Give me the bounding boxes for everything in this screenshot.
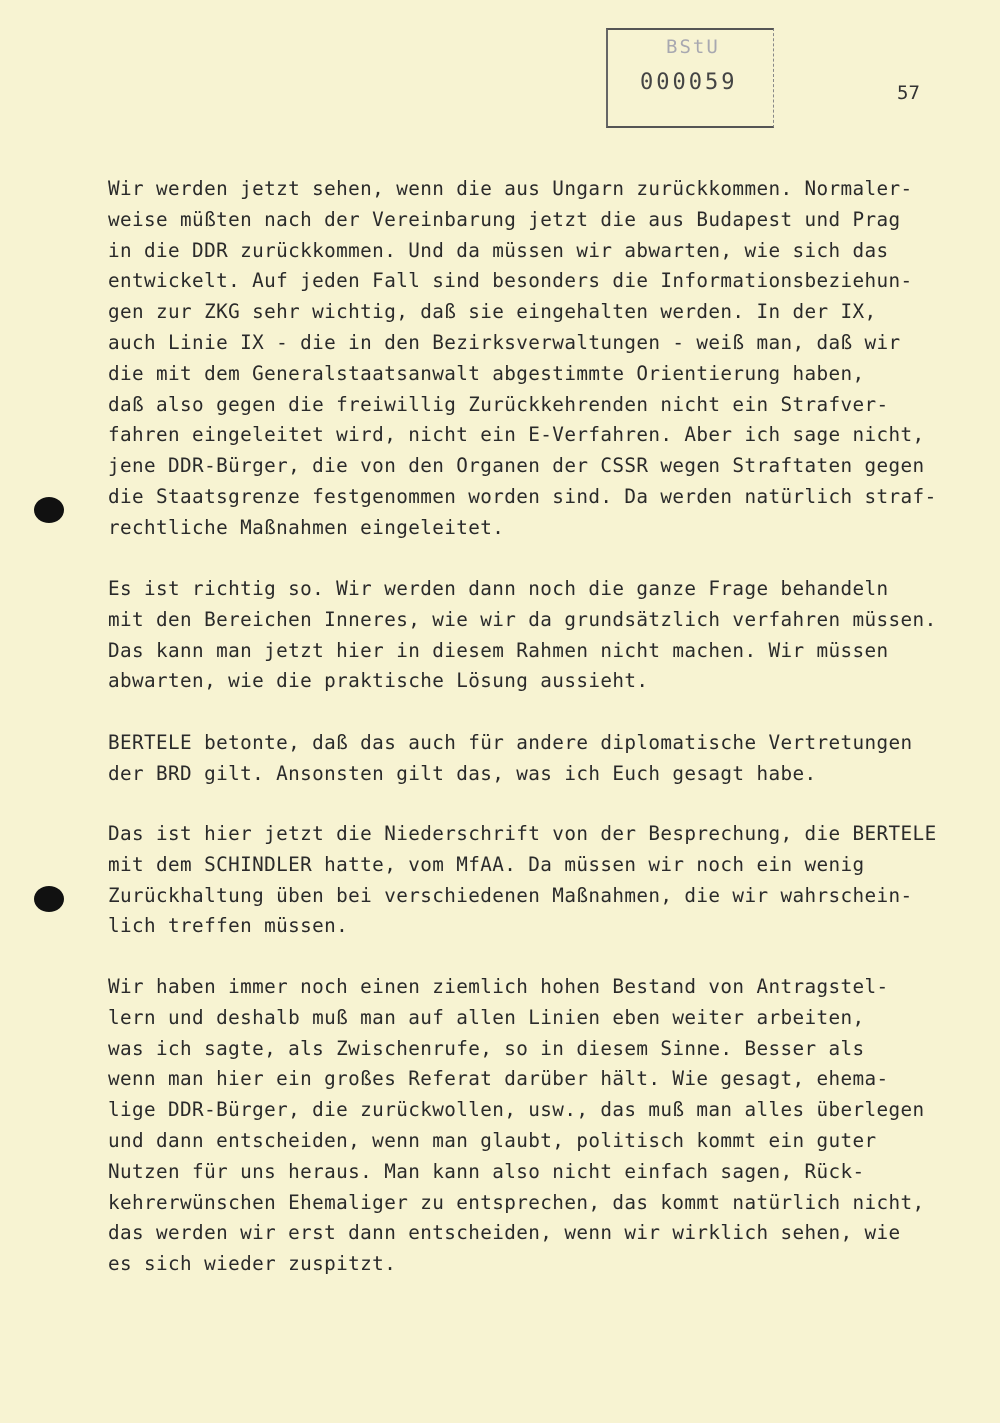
stamp-document-number: 000059 xyxy=(640,70,738,95)
paragraph-5: Wir haben immer noch einen ziemlich hohen Bestand von Antragstel- lern und deshalb muß man auf allen Linien eben weiter arbeiten, was ich sagte, als Zwischenrufe, so in diesem Sinne. Besser als wenn man hier ein großes Referat darüber hält. Wie gesagt, ehema- lige DDR-Bürger, die zurückwollen, usw., das muß man alles überlegen und dann entscheiden, wenn man glaubt, politisch kommt ein guter Nutzen für uns heraus. Man kann also nicht einfach sagen, Rück- kehrerwünschen Ehemaliger zu entsprechen, das kommt natürlich nicht, das werden wir erst dann entscheiden, wenn wir wirklich sehen, wie es sich wieder zuspitzt. xyxy=(108,975,925,1276)
punch-hole-upper xyxy=(34,497,64,523)
stamp-archive-label: BStU xyxy=(666,36,720,58)
paragraph-2: Es ist richtig so. Wir werden dann noch die ganze Frage behandeln mit den Bereichen Inneres, wie wir da grundsätzlich verfahren müssen. Das kann man jetzt hier in diesem Rahmen nicht machen. Wir müssen abwarten, wie die praktische Lösung aussieht. xyxy=(108,577,937,693)
paragraph-1: Wir werden jetzt sehen, wenn die aus Ungarn zurückkommen. Normaler- weise müßten nach der Vereinbarung jetzt die aus Budapest und Prag in die DDR zurückkommen. Und da müssen wir abwarten, wie sich das entwickelt. Auf jeden Fall sind besonders die Informationsbeziehun- gen zur ZKG sehr wichtig, daß sie eingehalten werden. In der IX, auch Linie IX - die in den Bezirksverwaltungen - weiß man, daß wir die mit dem Generalstaatsanwalt abgestimmte Orientierung haben, daß also gegen die freiwillig Zurückkehrenden nicht ein Strafver- fahren eingeleitet wird, nicht ein E-Verfahren. Aber ich sage nicht, jene DDR-Bürger, die von den Organen der CSSR wegen Straftaten gegen die Staatsgrenze festgenommen worden sind. Da werden natürlich straf- rechtliche Maßnahmen eingeleitet. xyxy=(108,177,937,539)
archive-stamp xyxy=(606,28,774,128)
punch-hole-lower xyxy=(34,886,64,912)
page-number: 57 xyxy=(897,82,920,104)
paragraph-4: Das ist hier jetzt die Niederschrift von der Besprechung, die BERTELE mit dem SCHINDLER hatte, vom MfAA. Da müssen wir noch ein wenig Zurückhaltung üben bei verschiedenen Maßnahmen, die wir wahrschein- lich treffen müssen. xyxy=(108,822,937,938)
paragraph-3: BERTELE betonte, daß das auch für andere diplomatische Vertretungen der BRD gilt. Ansonsten gilt das, was ich Euch gesagt habe. xyxy=(108,731,913,785)
